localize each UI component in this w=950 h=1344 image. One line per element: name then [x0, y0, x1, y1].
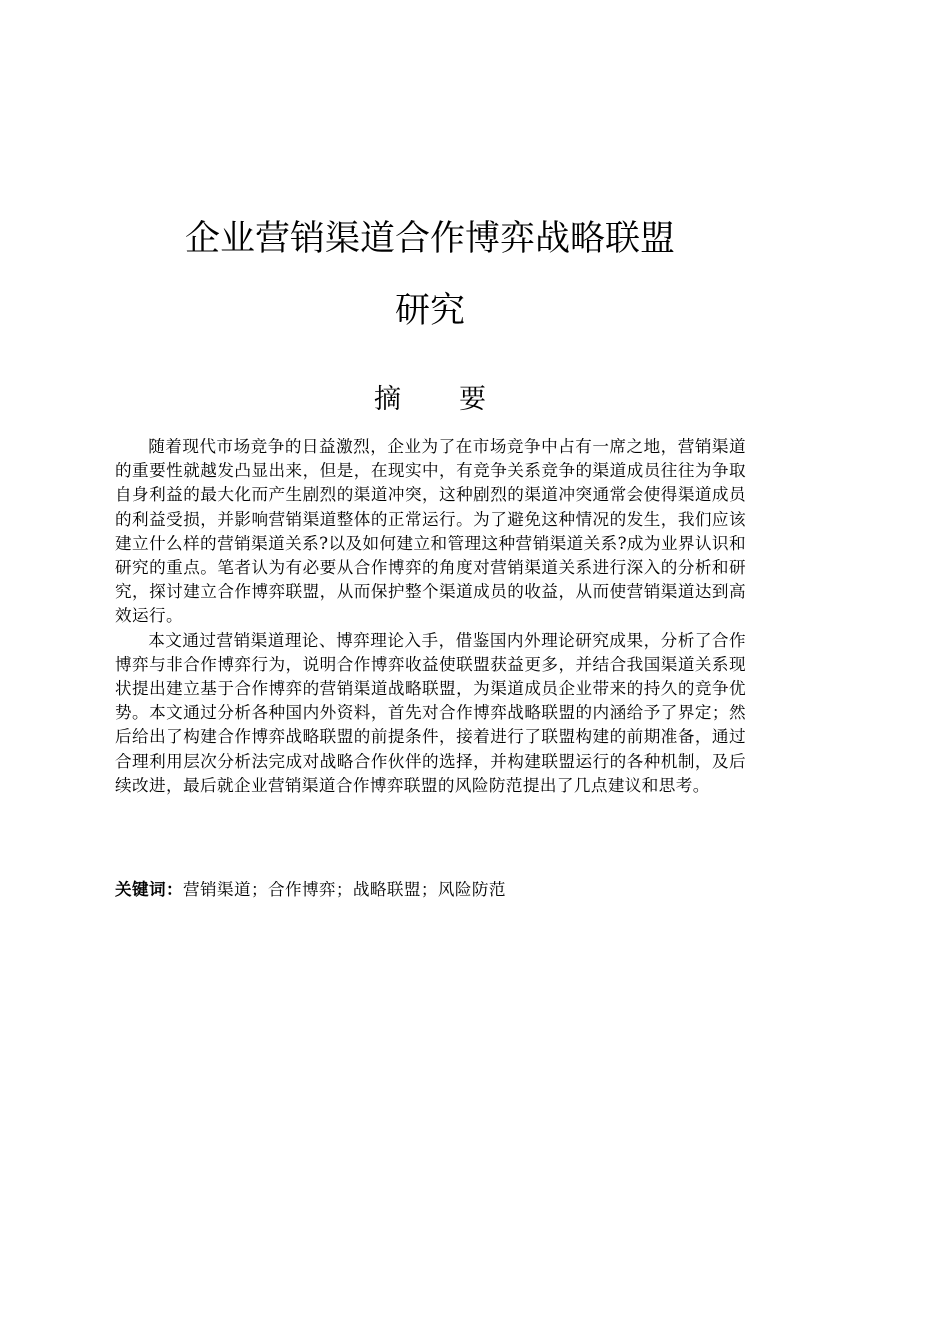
abstract-paragraph-1: 随着现代市场竞争的日益激烈，企业为了在市场竞争中占有一席之地，营销渠道的重要性就越发凸显出来，但是，在现实中，有竞争关系竞争的渠道成员往往为争取自身利益的最大化而产生剧烈的渠道冲突，这种剧烈的渠道冲突通常会使得渠道成员的利益受损，并影响营销渠道整体的正常运行。为了避免这种情况的发生，我们应该建立什么样的营销渠道关系?以及如何建立和管理这种营销渠道关系?成为业界认识和研究的重点。笔者认为有必要从合作博弈的角度对营销渠道关系进行深入的分析和研究，探讨建立合作博弈联盟，从而保护整个渠道成员的收益，从而使营销渠道达到高效运行。 — [115, 437, 746, 626]
document-title-line-2: 研究 — [394, 291, 465, 331]
abstract-body — [115, 435, 746, 798]
keywords-label: 关键词： — [115, 880, 183, 899]
abstract-paragraph-2: 本文通过营销渠道理论、博弈理论入手，借鉴国内外理论研究成果，分析了合作博弈与非合作博弈行为，说明合作博弈收益使联盟获益更多，并结合我国渠道关系现状提出建立基于合作博弈的营销渠道战略联盟，为渠道成员企业带来的持久的竞争优势。本文通过分析各种国内外资料，首先对合作博弈战略联盟的内涵给予了界定；然后给出了构建合作博弈战略联盟的前提条件，接着进行了联盟构建的前期准备，通过合理利用层次分析法完成对战略合作伙伴的选择，并构建联盟运行的各种机制，及后续改进，最后就企业营销渠道合作博弈联盟的风险防范提出了几点建议和思考。 — [115, 630, 746, 795]
abstract-heading — [374, 380, 486, 420]
keywords-text: 营销渠道；合作博弈；战略联盟；风险防范 — [182, 880, 506, 899]
abstract-heading-char-1: 摘 — [374, 384, 401, 415]
document-title-line-1: 企业营销渠道合作博弈战略联盟 — [184, 219, 675, 259]
keywords-line — [115, 877, 746, 903]
abstract-heading-char-2: 要 — [459, 384, 486, 415]
